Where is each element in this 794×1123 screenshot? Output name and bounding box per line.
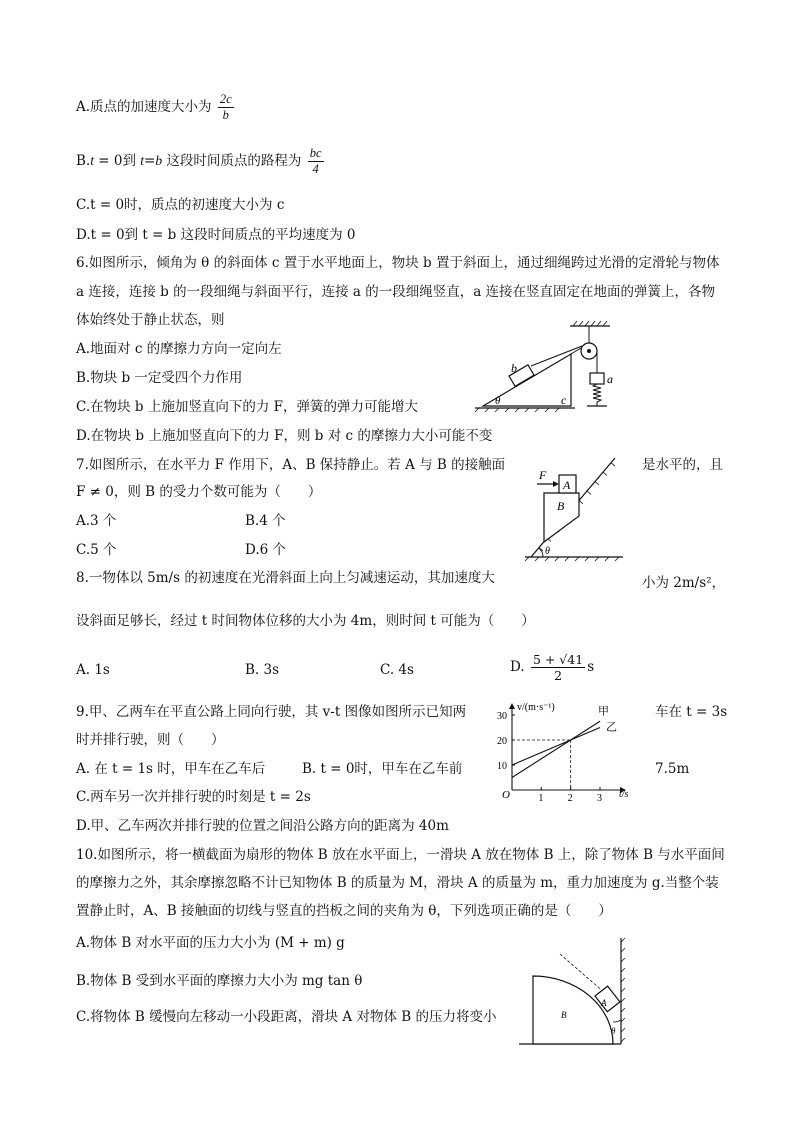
q9-stem-line1: 9.甲、乙两车在平直公路上同向行驶，其 v-t 图像如图所示已知两 xyxy=(76,704,467,720)
q6-option-c: C.在物块 b 上施加竖直向下的力 F，弹簧的弹力可能增大 xyxy=(76,399,419,415)
q9-stem-line1-right: 车在 t = 3s xyxy=(655,704,728,720)
q6-label-c: c xyxy=(561,393,567,407)
q7-label-a: A xyxy=(563,478,571,492)
q6-label-theta: θ xyxy=(495,395,501,407)
q5-option-c: C.t = 0时，质点的初速度大小为 c xyxy=(76,197,285,213)
q10-stem-line3: 置静止时，A、B 接触面的切线与竖直的挡板之间的夹角为 θ，下列选项正确的是（ ） xyxy=(76,903,612,919)
q8-option-c: C. 4s xyxy=(380,662,414,678)
q6-option-d: D.在物块 b 上施加竖直向下的力 F，则 b 对 c 的摩擦力大小可能不变 xyxy=(76,428,493,444)
origin-label: O xyxy=(502,789,510,801)
q8-stem-line1: 8.一物体以 5m/s 的初速度在光滑斜面上向上匀减速运动，其加速度大 xyxy=(76,570,495,586)
q6-label-a: a xyxy=(607,372,613,386)
y-tick-label-0: 10 xyxy=(497,761,507,772)
q7-stem-line2: F ≠ 0，则 B 的受力个数可能为（ ） xyxy=(76,484,322,500)
q10-option-a: A.物体 B 对水平面的压力大小为 (M + m) g xyxy=(76,935,345,951)
y-axis-arrow xyxy=(509,703,515,709)
q5-option-d: D.t = 0到 t = b 这段时间质点的平均速度为 0 xyxy=(76,227,356,243)
q9-stem-line2: 时并排行驶，则（ ） xyxy=(76,732,225,748)
q9-option-b: B. t = 0时，甲车在乙车前 xyxy=(302,761,463,777)
q7-option-a: A.3 个 xyxy=(76,513,117,529)
q10-option-b: B.物体 B 受到水平面的摩擦力大小为 mg tan θ xyxy=(76,973,363,989)
q6-option-a: A.地面对 c 的摩擦力方向一定向左 xyxy=(76,341,282,357)
q7-figure xyxy=(517,458,629,562)
q6-stem-line3: 体始终处于静止状态，则 xyxy=(76,312,225,328)
q10-figure xyxy=(515,936,627,1048)
x-tick-label-2: 3 xyxy=(597,793,602,804)
q7-label-theta: θ xyxy=(545,546,550,557)
q8-option-a: A. 1s xyxy=(76,662,110,678)
q7-stem-line1: 7.如图所示，在水平力 F 作用下，A、B 保持静止。若 A 与 B 的接触面 xyxy=(76,457,506,473)
series-line-0 xyxy=(512,721,600,777)
x-axis-label: t/s xyxy=(619,789,629,800)
q6-option-b: B.物块 b 一定受四个力作用 xyxy=(76,370,243,386)
q9-option-d: D.甲、乙车两次并排行驶的位置之间沿公路方向的距离为 40m xyxy=(76,818,449,834)
q8-stem-line2: 设斜面足够长，经过 t 时间物体位移的大小为 4m，则时间 t 可能为（ ） xyxy=(76,613,535,629)
q9-option-a: A. 在 t = 1s 时，甲车在乙车后 xyxy=(76,761,266,777)
q7-stem-line1-right: 是水平的，且 xyxy=(642,457,723,473)
q10-stem-line1: 10.如图所示，将一横截面为扇形的物体 B 放在水平面上，一滑块 A 放在物体 B 上，除了物体 B 与水平面间 xyxy=(76,847,725,863)
q9-option-c: C.两车另一次并排行驶的时刻是 t = 2s xyxy=(76,789,311,805)
q8-option-d: D. $\frac{5 + √41}{2}$ s xyxy=(510,652,595,683)
q7-option-b: B.4 个 xyxy=(245,513,286,529)
series-label-0: 甲 xyxy=(598,705,609,718)
q10-label-b: B xyxy=(561,1010,567,1020)
q7-label-b: B xyxy=(557,499,565,513)
q6-label-b: b xyxy=(511,361,517,375)
q5-option-b: B.t = 0到 t=b 这段时间质点的路程为 $\frac{bc}{4}$ xyxy=(76,146,322,176)
q10-label-theta: θ xyxy=(611,1026,616,1036)
q7-label-f: F xyxy=(539,468,547,482)
series-line-1 xyxy=(512,728,600,766)
q10-stem-line2: 的摩擦力之外，其余摩擦忽略不计已知物体 B 的质量为 M，滑块 A 的质量为 m，重力加速度为 g.当整个装 xyxy=(76,875,719,891)
q8-option-b: B. 3s xyxy=(245,662,280,678)
q6-stem-line2: a 连接，连接 b 的一段细绳与斜面平行，连接 a 的一段细绳竖直，a 连接在竖直固定在地面的弹簧上，各物 xyxy=(76,284,716,300)
q8-stem-line1-right: 小为 2m/s²， xyxy=(642,575,726,591)
y-tick-label-1: 20 xyxy=(497,736,507,747)
x-tick-label-0: 1 xyxy=(538,793,544,804)
q5-option-a: A.质点的加速度大小为 $\frac{2c}{b}$ xyxy=(76,92,232,122)
q10-option-c: C.将物体 B 缓慢向左移动一小段距离，滑块 A 对物体 B 的压力将变小 xyxy=(76,1009,497,1025)
q10-label-a: A xyxy=(601,998,607,1008)
q9-vt-chart xyxy=(495,698,635,802)
q6-figure xyxy=(475,320,645,410)
y-tick-label-2: 30 xyxy=(497,711,507,722)
q6-stem-line1: 6.如图所示，倾角为 θ 的斜面体 c 置于水平地面上，物块 b 置于斜面上，通过细绳跨过光滑的定滑轮与物体 xyxy=(76,255,720,271)
y-axis-label: v/(m·s⁻¹) xyxy=(517,702,555,713)
q7-option-c: C.5 个 xyxy=(76,542,117,558)
series-label-1: 乙 xyxy=(606,721,617,734)
x-tick-label-1: 2 xyxy=(567,793,573,804)
q7-option-d: D.6 个 xyxy=(245,542,287,558)
q9-option-b-right: 7.5m xyxy=(655,761,690,777)
